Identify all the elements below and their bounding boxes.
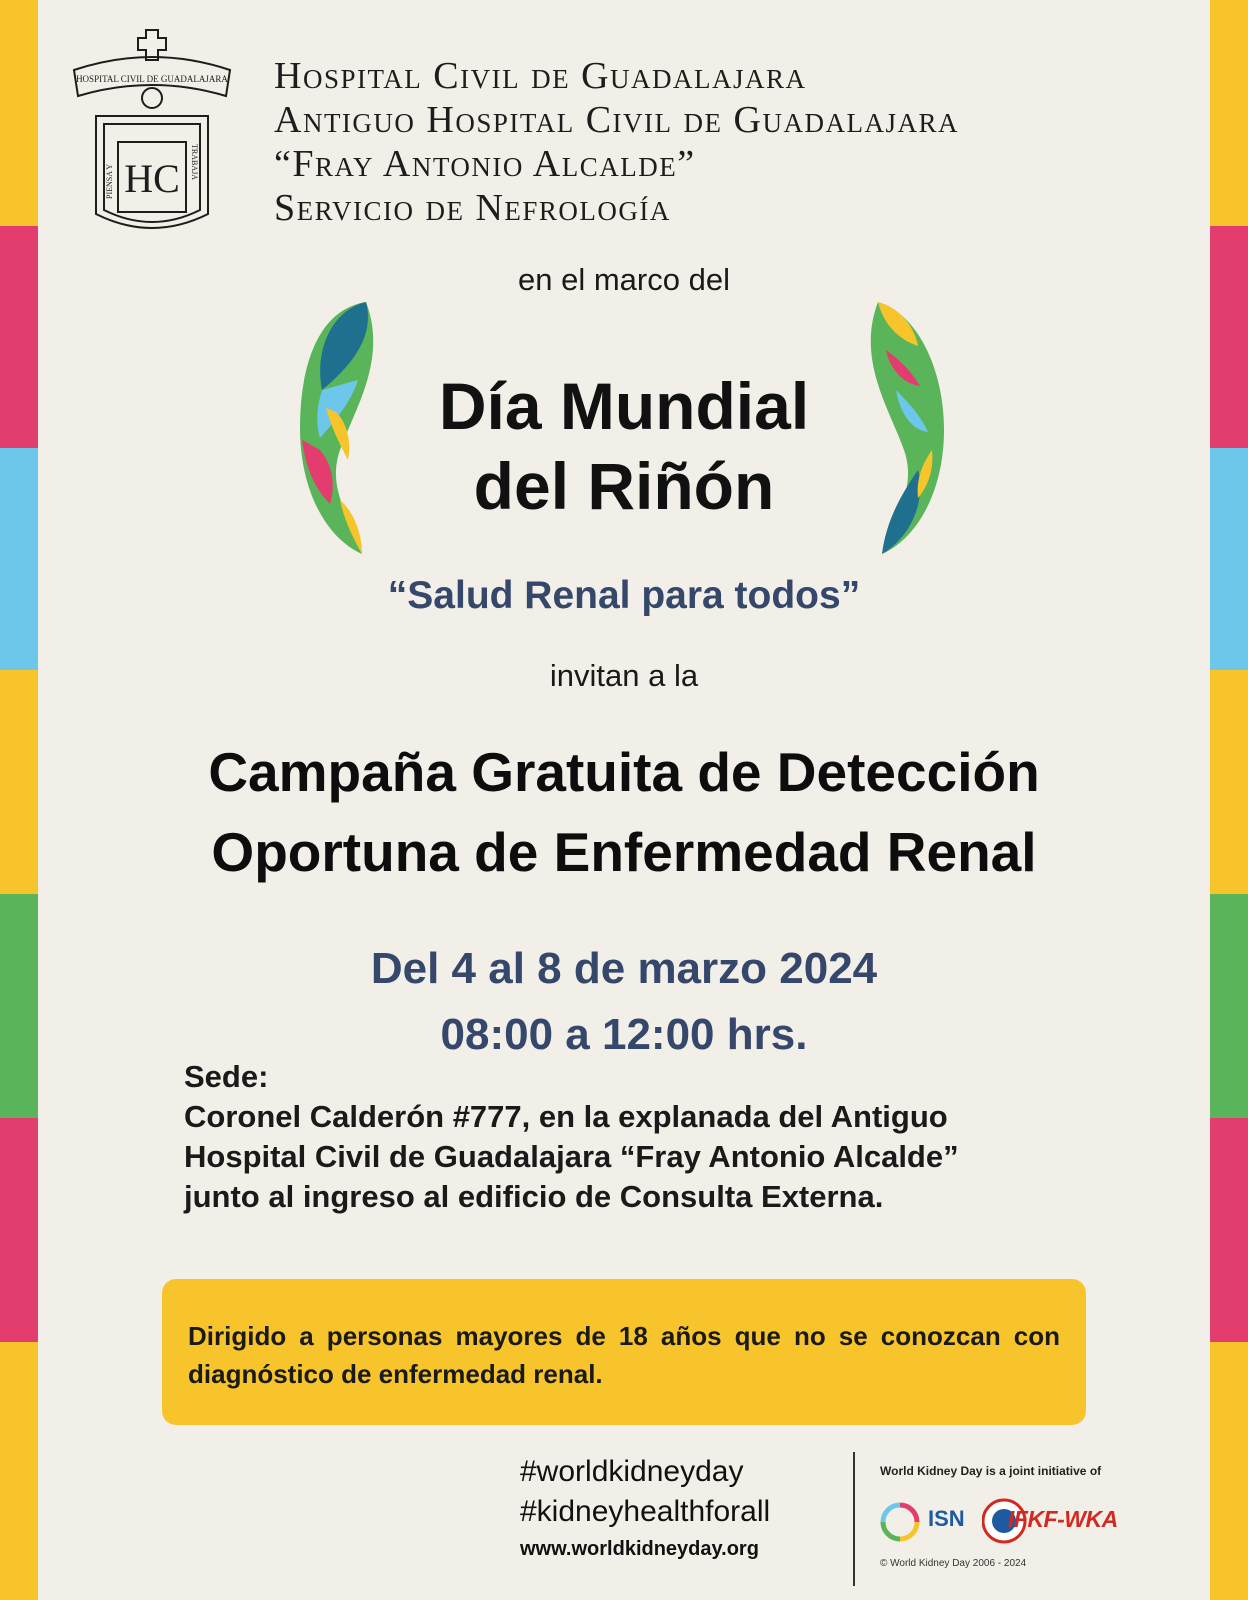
stripe-segment-pink [1210, 1118, 1248, 1342]
stripe-segment-yellow [0, 1342, 38, 1600]
crest-left-motto: PIENSA Y [105, 163, 114, 199]
stripe-segment-yellow [1210, 670, 1248, 894]
schedule [38, 936, 1210, 1068]
event-motto: “Salud Renal para todos” [387, 574, 861, 617]
hashtag: #worldkidneyday [520, 1455, 744, 1488]
stripe-segment-green [1210, 894, 1248, 1118]
venue-address-line: Hospital Civil de Guadalajara “Fray Antonio Alcalde” [184, 1139, 959, 1174]
right-color-stripe [1210, 0, 1248, 1600]
header-line: Antiguo Hospital Civil de Guadalajara [274, 99, 959, 141]
copyright-text: © World Kidney Day 2006 - 2024 [880, 1558, 1027, 1569]
stripe-segment-yellow [0, 0, 38, 226]
stripe-segment-yellow [1210, 0, 1248, 226]
stripe-segment-yellow [1210, 1342, 1248, 1600]
eligibility-notice [162, 1279, 1086, 1425]
header-line: Servicio de Nefrología [274, 187, 671, 229]
schedule-hours: 08:00 a 12:00 hrs. [440, 1010, 808, 1059]
crest-right-motto: TRABAJA [190, 144, 199, 181]
hashtag: #kidneyhealthforall [520, 1495, 771, 1528]
stripe-segment-pink [0, 1118, 38, 1342]
isn-logo-text: ISN [928, 1506, 965, 1531]
hospital-crest-logo [68, 24, 236, 244]
header-line: “Fray Antonio Alcalde” [274, 143, 696, 185]
stripe-segment-pink [0, 226, 38, 448]
institution-header [274, 54, 1154, 230]
crest-banner-text: HOSPITAL CIVIL DE GUADALAJARA [76, 74, 228, 84]
venue-label: Sede: [184, 1059, 269, 1094]
joint-initiative-text: World Kidney Day is a joint initiative of [880, 1464, 1102, 1478]
invite-text: invitan a la [549, 658, 699, 693]
intro-text: en el marco del [518, 262, 730, 297]
crest-monogram: HC [124, 156, 180, 201]
venue-address-line: junto al ingreso al edificio de Consulta Externa. [184, 1179, 884, 1214]
stripe-segment-green [0, 894, 38, 1118]
footer-divider [853, 1452, 855, 1586]
stripe-segment-blue [0, 448, 38, 670]
campaign-title [38, 732, 1210, 892]
eligibility-notice-text: Dirigido a personas mayores de 18 años que no se conozcan con diagnóstico de enfermedad renal. [188, 1321, 1060, 1389]
event-title-line: Día Mundial [438, 369, 810, 443]
campaign-title-line: Campaña Gratuita de Detección [208, 741, 1040, 803]
venue-address-line: Coronel Calderón #777, en la explanada del Antiguo [184, 1099, 948, 1134]
event-title-line: del Riñón [473, 449, 775, 523]
ifkf-logo-text: IFKF-WKA [1008, 1506, 1118, 1532]
schedule-dates: Del 4 al 8 de marzo 2024 [370, 944, 878, 993]
website-link[interactable]: www.worldkidneyday.org [520, 1538, 759, 1560]
stripe-segment-yellow [0, 670, 38, 894]
header-line: Hospital Civil de Guadalajara [274, 55, 807, 97]
event-title [38, 366, 1210, 526]
hashtag-block [520, 1452, 840, 1561]
left-color-stripe [0, 0, 38, 1600]
stripe-segment-pink [1210, 226, 1248, 448]
campaign-title-line: Oportuna de Enfermedad Renal [211, 821, 1037, 883]
isn-logo-icon [880, 1502, 920, 1542]
stripe-segment-blue [1210, 448, 1248, 670]
venue-block [184, 1057, 1084, 1217]
partner-block [880, 1464, 1200, 1569]
partner-logos [880, 1496, 1200, 1554]
